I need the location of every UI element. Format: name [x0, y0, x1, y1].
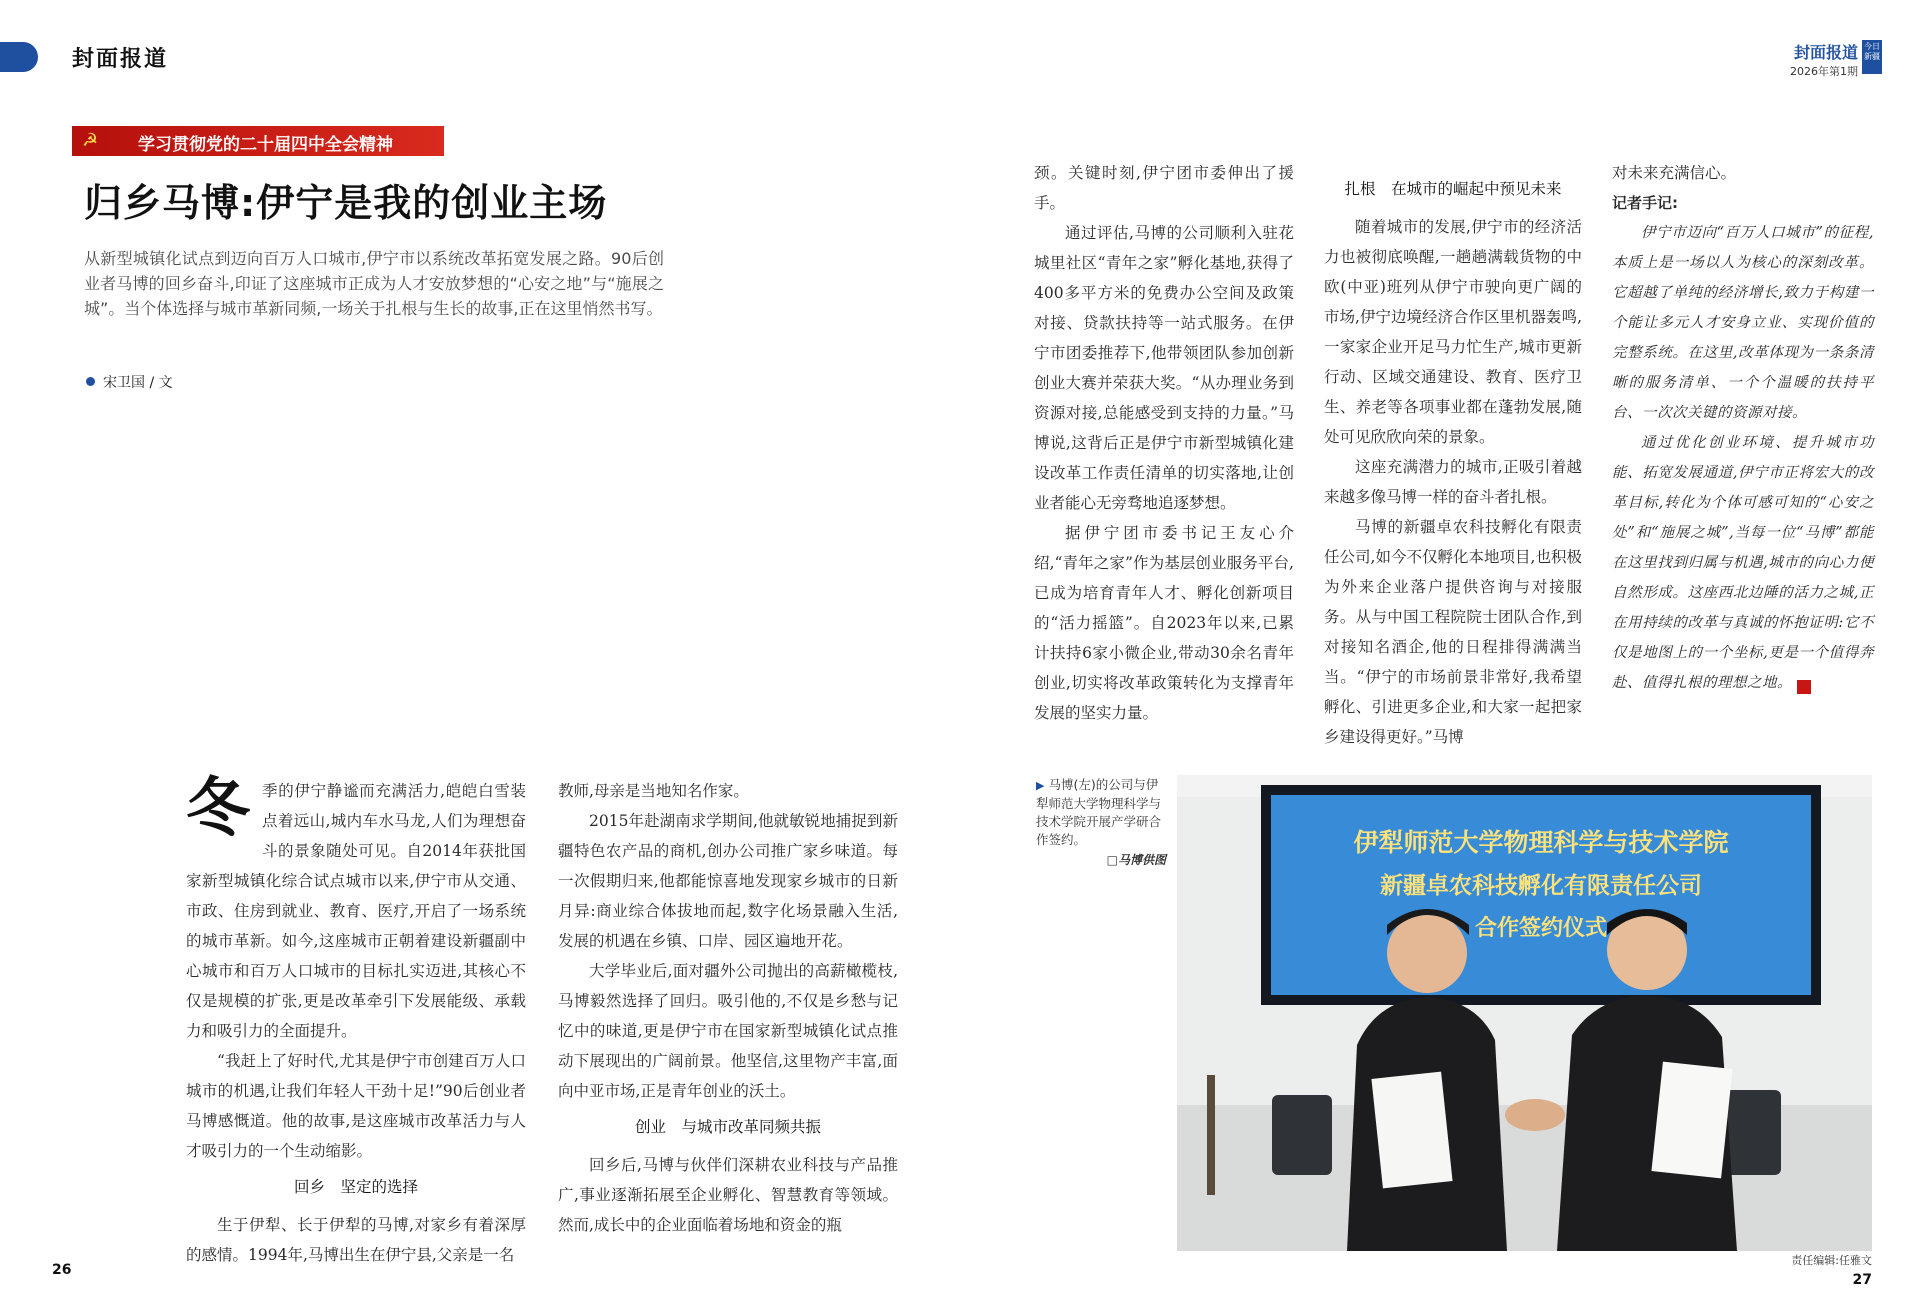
- page-number-left: 26: [52, 1262, 72, 1278]
- responsible-editor: 责任编辑:任雅文: [1791, 1254, 1872, 1267]
- brand-issue: 2026年第1期: [1790, 65, 1858, 78]
- section-tab-marker: [0, 42, 38, 72]
- reporter-notes-paragraph: 通过优化创业环境、提升城市功能、拓宽发展通道,伊宁市正将宏大的改革目标,转化为个体可感可知的“心安之处”和“施展之城”,当每一位“马博”都能在这里找到归属与机遇,城市的向心力便自然形成。这座西北边陲的活力之城,正在用持续的改革与真诚的怀抱证明:它不仅是地图上的一个坐标,更是一个值得奔赴、值得扎根的理想之地。 丿: [1612, 435, 1874, 692]
- caption-text: 马博(左)的公司与伊犁师范大学物理科学与技术学院开展产学研合作签约。: [1036, 777, 1162, 847]
- article-column-2: [558, 776, 898, 1240]
- article-column-5: [1612, 158, 1874, 698]
- hammer-sickle-icon: ☭: [82, 130, 99, 151]
- article-intro: 从新型城镇化试点到迈向百万人口城市,伊宁市以系统改革拓宽发展之路。90后创业者马博的回乡奋斗,印证了这座城市正成为人才安放梦想的“心安之地”与“施展之城”。当个体选择与城市革新同频,一场关于扎根与生长的故事,正在这里悄然书写。: [84, 249, 664, 318]
- paragraph: 随着城市的发展,伊宁市的经济活力也被彻底唤醒,一趟趟满载货物的中欧(中亚)班列从伊宁市驶向更广阔的市场,伊宁边境经济合作区里机器轰鸣,一家家企业开足马力忙生产,城市更新行动、区域交通建设、教育、医疗卫生、养老等各项事业都在蓬勃发展,随处可见欣欣向荣的景象。: [1324, 218, 1582, 446]
- paragraph: 大学毕业后,面对疆外公司抛出的高薪橄榄枝,马博毅然选择了回归。吸引他的,不仅是乡愁与记忆中的味道,更是伊宁市在国家新型城镇化试点推动下展现出的广阔前景。他坚信,这里物产丰富,面向中亚市场,正是青年创业的沃土。: [558, 962, 898, 1100]
- paragraph: 教师,母亲是当地知名作家。: [558, 782, 749, 800]
- article-headline: 归乡马博:伊宁是我的创业主场: [84, 181, 608, 225]
- bullet-icon: [86, 377, 95, 386]
- theme-banner-text: 学习贯彻党的二十届四中全会精神: [138, 135, 393, 155]
- paragraph: 2015年赴湖南求学期间,他就敏锐地捕捉到新疆特色农产品的商机,创办公司推广家乡味道。每一次假期归来,他都能惊喜地发现家乡城市的日新月异:商业综合体拔地而起,数字化场景融入生活,发展的机遇在乡镇、口岸、园区遍地开花。: [558, 812, 898, 950]
- drop-cap: 冬: [186, 771, 250, 846]
- paragraph: 颈。关键时刻,伊宁团市委伸出了援手。: [1034, 164, 1294, 212]
- signing-ceremony-photo: [1177, 775, 1872, 1251]
- section-label: 封面报道: [72, 46, 169, 72]
- paragraph: 回乡后,马博与伙伴们深耕农业科技与产品推广,事业逐渐拓展至企业孵化、智慧教育等领域。然而,成长中的企业面临着场地和资金的瓶: [558, 1156, 898, 1234]
- photo-credit: □马博供图: [1106, 853, 1166, 867]
- section-subheading: 扎根 在城市的崛起中预见未来: [1344, 180, 1562, 198]
- reporter-notes-paragraph: 伊宁市迈向“百万人口城市”的征程,本质上是一场以人为核心的深刻改革。它超越了单纯的经济增长,致力于构建一个能让多元人才安身立业、实现价值的完整系统。在这里,改革体现为一条条清晰的服务清单、一个个温暖的扶持平台、一次次关键的资源对接。: [1612, 225, 1874, 421]
- paragraph: 据伊宁团市委书记王友心介绍,“青年之家”作为基层创业服务平台,已成为培育青年人才、孵化创新项目的“活力摇篮”。自2023年以来,已累计扶持6家小微企业,带动30余名青年创业,切实将改革政策转化为支撑青年发展的坚实力量。: [1034, 524, 1294, 722]
- page-number-right: 27: [1852, 1272, 1872, 1288]
- section-subheading: 回乡 坚定的选择: [293, 1178, 418, 1196]
- article-column-3: [1034, 158, 1294, 728]
- theme-banner: [72, 126, 444, 156]
- brand-badge: 今日新疆: [1862, 40, 1882, 74]
- screen-line-3: 合作签约仪式: [1474, 916, 1608, 941]
- paragraph: “我赶上了好时代,尤其是伊宁市创建百万人口城市的机遇,让我们年轻人干劲十足!”90后创业者马博感慨道。他的故事,是这座城市改革活力与人才吸引力的一个生动缩影。: [186, 1052, 526, 1160]
- brand-title: 封面报道: [1793, 43, 1858, 62]
- author-byline: 宋卫国 / 文: [103, 375, 173, 391]
- article-end-mark: 丿: [1797, 680, 1811, 694]
- reporter-notes-heading: 记者手记:: [1612, 194, 1678, 212]
- screen-line-2: 新疆卓农科技孵化有限责任公司: [1380, 873, 1702, 899]
- paragraph: 冬季的伊宁静谧而充满活力,皑皑白雪装点着远山,城内车水马龙,人们为理想奋斗的景象随处可见。自2014年获批国家新型城镇化综合试点城市以来,伊宁市从交通、市政、住房到就业、教育、医疗,开启了一场系统的城市革新。如今,这座城市正朝着建设新疆副中心城市和百万人口城市的目标扎实迈进,其核心不仅是规模的扩张,更是改革牵引下发展能级、承载力和吸引力的全面提升。: [186, 771, 526, 1040]
- paragraph: 生于伊犁、长于伊犁的马博,对家乡有着深厚的感情。1994年,马博出生在伊宁县,父亲是一名: [186, 1216, 526, 1264]
- paragraph: 通过评估,马博的公司顺利入驻花城里社区“青年之家”孵化基地,获得了400多平方米的免费办公空间及政策对接、贷款扶持等一站式服务。在伊宁市团委推荐下,他带领团队参加创新创业大赛并荣获大奖。“从办理业务到资源对接,总能感受到支持的力量。”马博说,这背后正是伊宁市新型城镇化建设改革工作责任清单的切实落地,让创业者能心无旁骛地追逐梦想。: [1034, 224, 1294, 512]
- paragraph: 马博的新疆卓农科技孵化有限责任公司,如今不仅孵化本地项目,也积极为外来企业落户提供咨询与对接服务。从与中国工程院院士团队合作,到对接知名酒企,他的日程排得满满当当。“伊宁的市场前景非常好,我希望孵化、引进更多企业,和大家一起把家乡建设得更好。”马博: [1324, 518, 1582, 746]
- article-column-4: [1324, 174, 1582, 752]
- paragraph: 这座充满潜力的城市,正吸引着越来越多像马博一样的奋斗者扎根。: [1324, 458, 1582, 506]
- paragraph: 对未来充满信心。: [1612, 164, 1737, 182]
- screen-line-1: 伊犁师范大学物理科学与技术学院: [1353, 828, 1729, 857]
- section-subheading: 创业 与城市改革同频共振: [634, 1118, 821, 1136]
- caption-triangle-icon: ▶: [1036, 779, 1045, 792]
- magazine-brand: [1790, 40, 1858, 79]
- article-column-1: [186, 771, 526, 1270]
- photo-caption: [1036, 776, 1166, 869]
- article-author: [86, 372, 173, 392]
